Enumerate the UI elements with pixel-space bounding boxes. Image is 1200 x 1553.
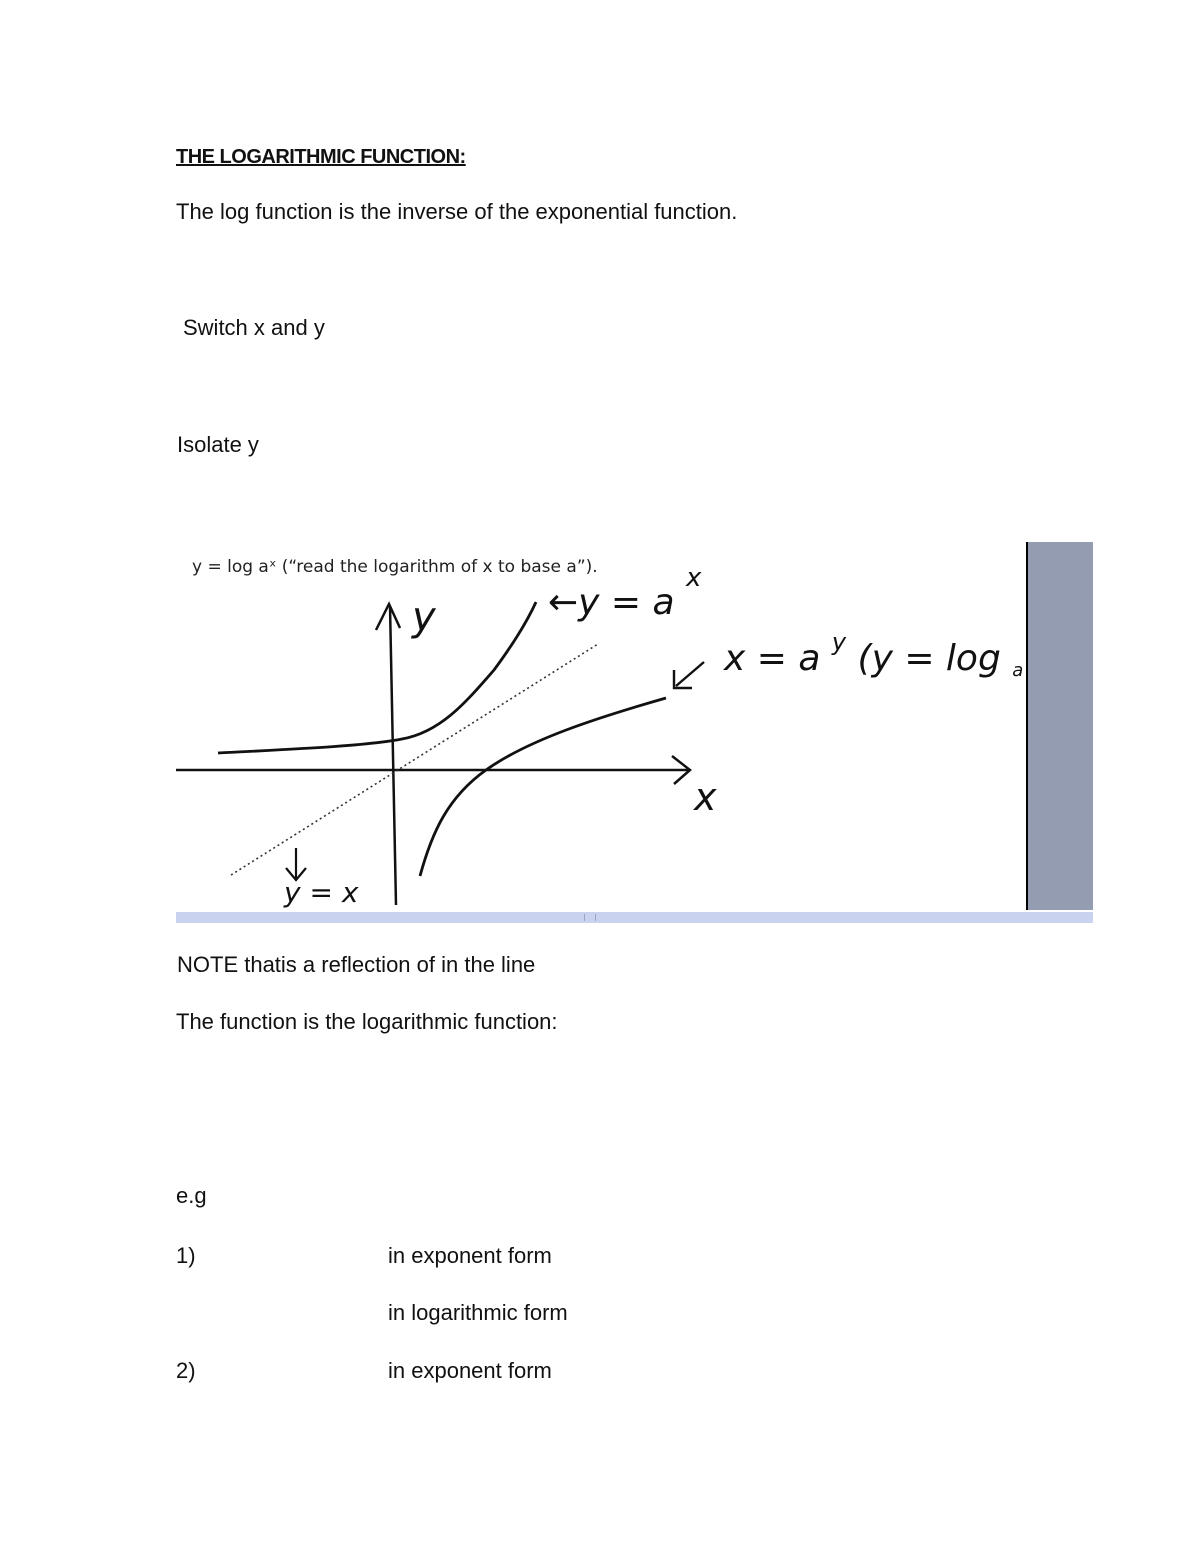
example-2-text: in exponent form [388,1358,552,1383]
identity-line [231,644,598,875]
horizontal-scrollbar[interactable] [176,912,1093,923]
exponential-curve [218,602,536,753]
page-title: THE LOGARITHMIC FUNCTION: [176,146,466,168]
x-axis-label: x [694,775,717,819]
step-isolate-text: Isolate y [177,432,259,457]
figure-caption: y = log aˣ (“read the logarithm of x to base a”). [192,557,598,577]
graph-figure [176,542,1093,923]
scrollbar-grip-icon[interactable] [584,914,596,921]
example-1-text: in exponent form [388,1243,552,1268]
y-axis-arrow [376,604,400,630]
log-curve-label: x = a $^y$ (y = log a [724,628,1024,681]
logarithmic-curve [420,698,666,876]
step-switch-text: Switch x and y [183,315,325,340]
graph-svg [176,542,1093,923]
example-1b-text: in logarithmic form [388,1300,568,1325]
intro-text: The log function is the inverse of the exponential function. [176,199,738,224]
function-text: The function is the logarithmic function: [176,1009,558,1034]
identity-label: y = x [284,876,359,909]
y-axis-label: y [412,594,436,640]
note-text: NOTE thatis a reflection of in the line [177,952,536,977]
example-1-number: 1) [176,1243,196,1268]
log-curve-pointer-arrow [674,662,704,688]
example-label: e.g [176,1183,207,1208]
vertical-scrollbar[interactable] [1028,542,1093,910]
example-2-number: 2) [176,1358,196,1383]
y-axis-line [390,606,396,905]
exp-curve-label: ←y = a $^x$ [548,563,702,623]
